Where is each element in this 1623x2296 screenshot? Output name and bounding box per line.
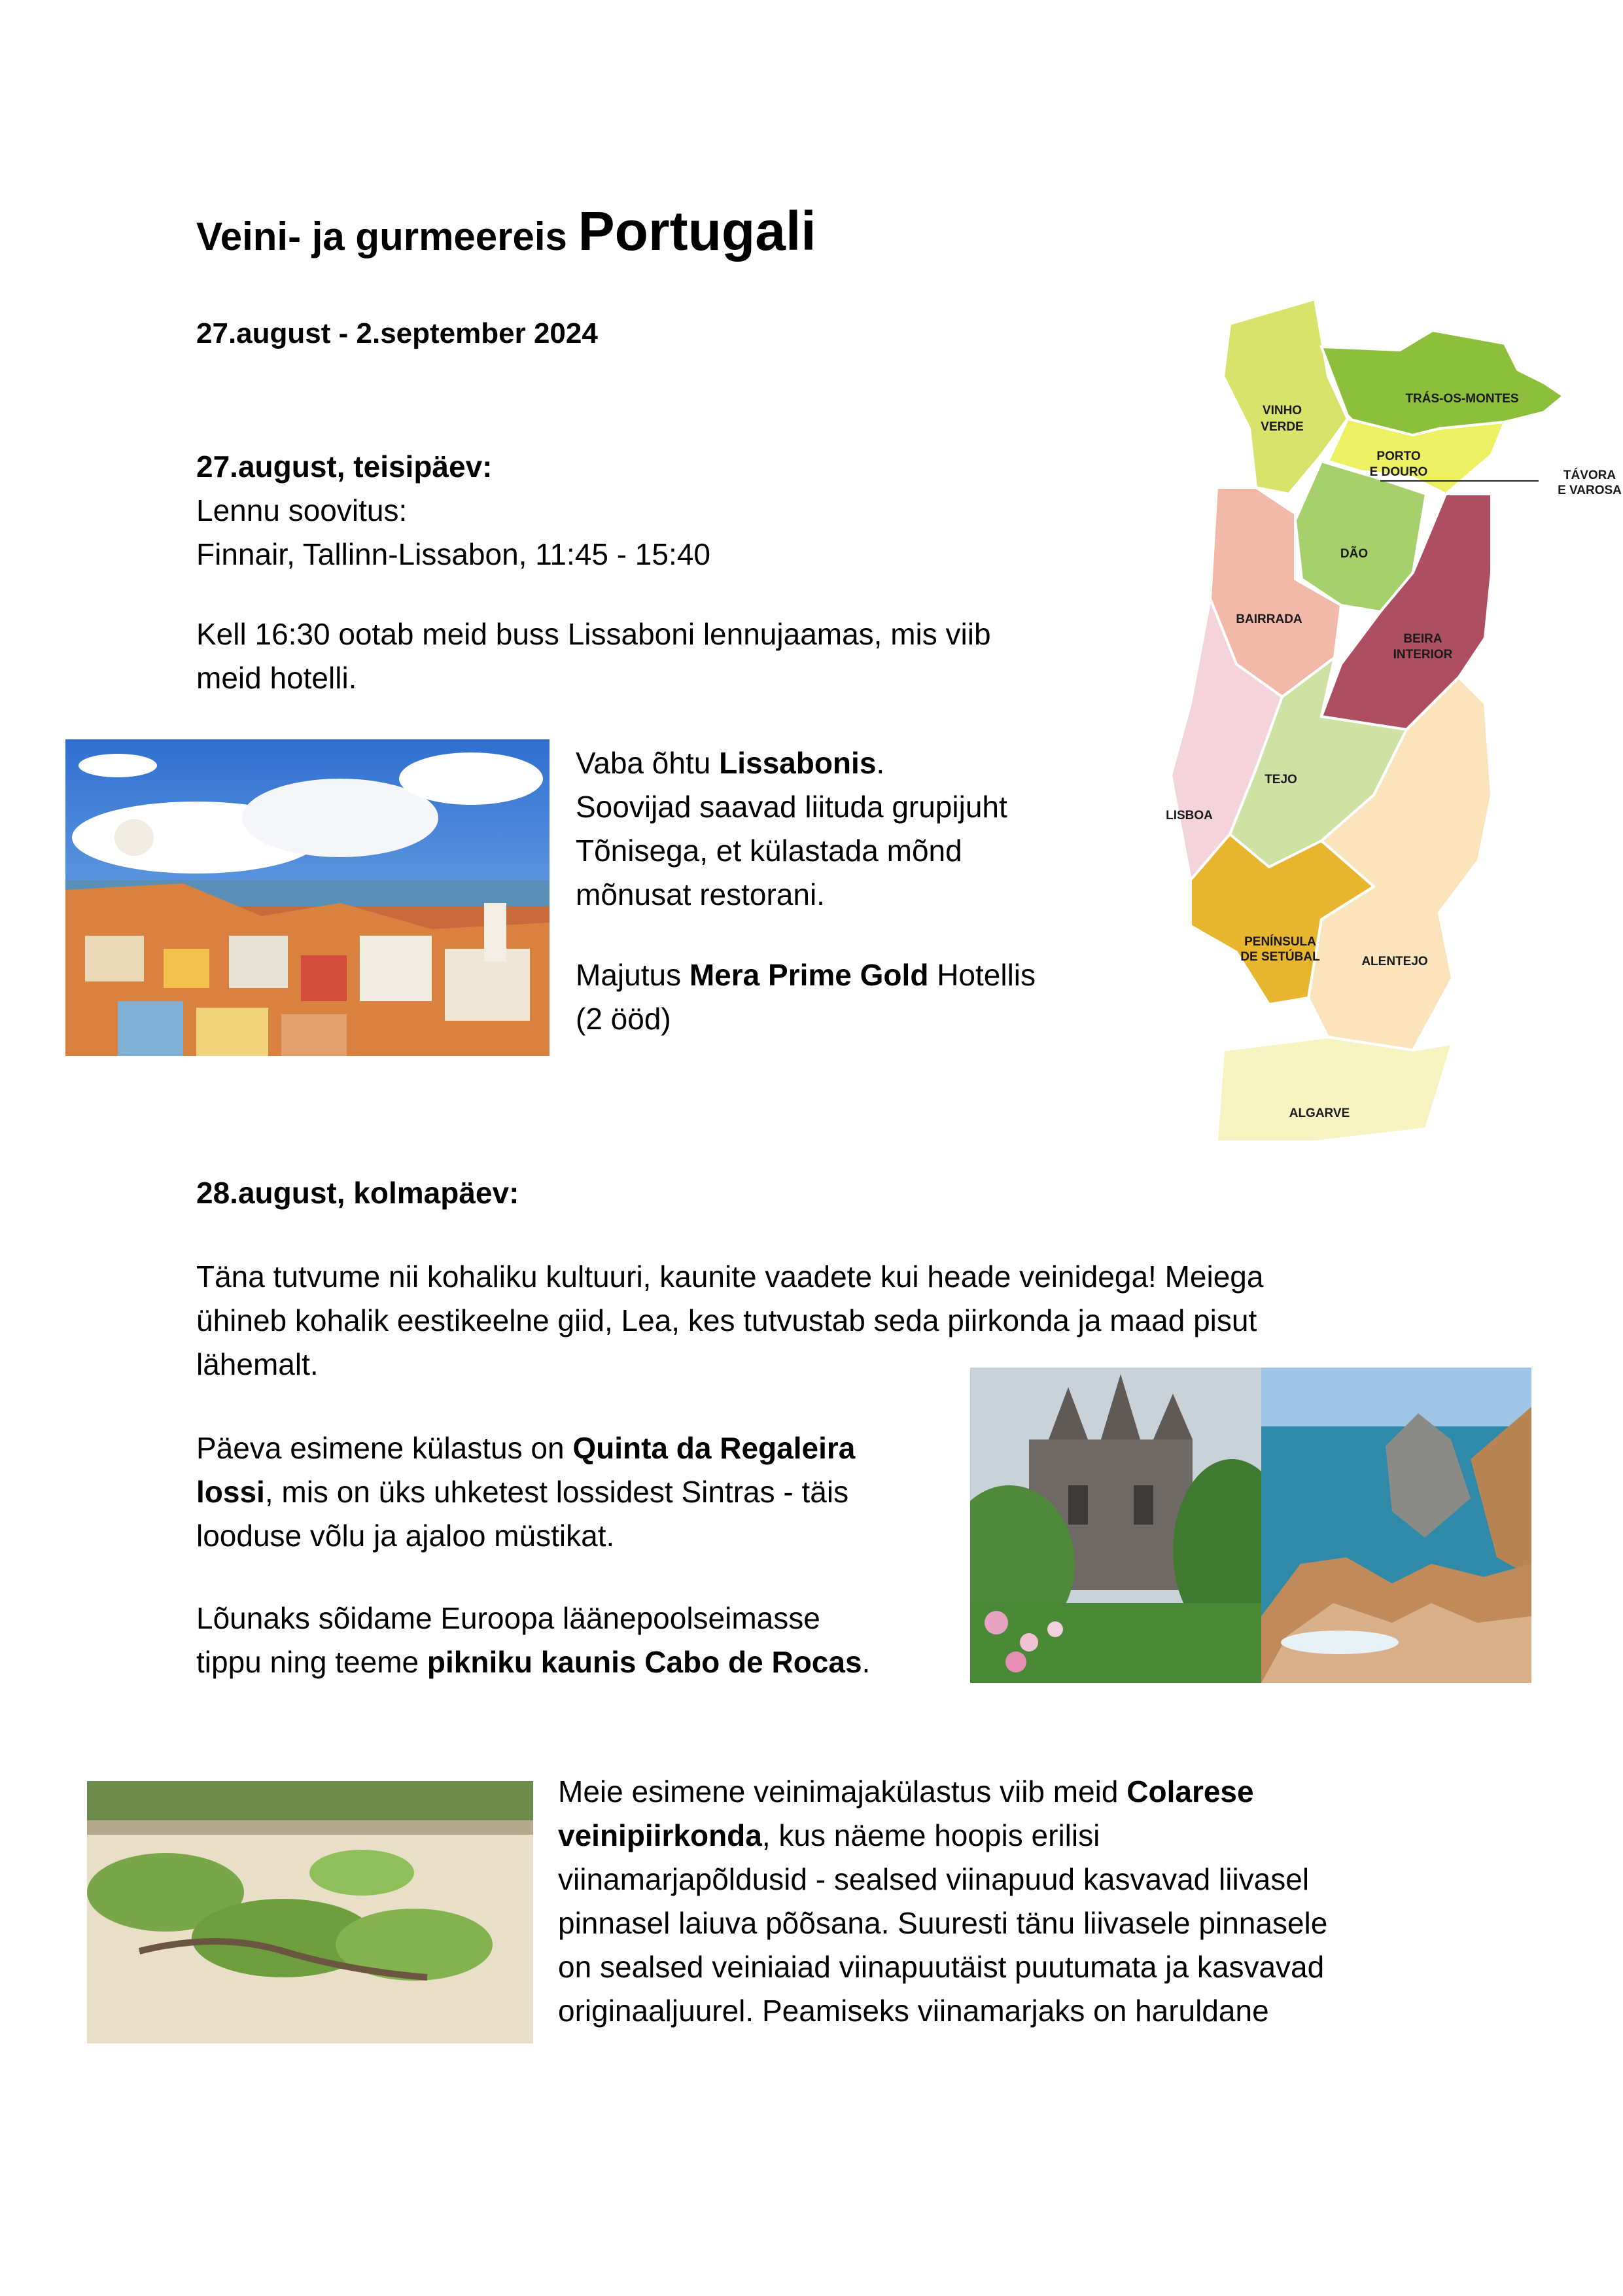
day1-heading: 27.august, teisipäev: bbox=[196, 450, 493, 484]
bus-paragraph: Kell 16:30 ootab meid buss Lissaboni lennujaamas, mis viib meid hotelli. bbox=[196, 617, 991, 695]
evening-paragraph: Vaba õhtu Lissabonis. Soovijad saavad liituda grupijuht Tõnisega, et külastada mõnd mõnusat restorani. bbox=[576, 746, 1007, 911]
lunch-paragraph: Lõunaks sõidame Euroopa läänepoolseimasse tippu ning teeme pikniku kaunis Cabo de Rocas. bbox=[196, 1601, 871, 1679]
svg-text:E DOURO: E DOURO bbox=[1369, 465, 1428, 479]
accommodation-paragraph: Majutus Mera Prime Gold Hotellis (2 ööd) bbox=[576, 958, 1036, 1036]
region-tras-os-montes bbox=[1321, 330, 1563, 435]
label-tejo: TEJO bbox=[1265, 773, 1297, 786]
svg-text:E VAROSA: E VAROSA bbox=[1558, 484, 1622, 497]
svg-text:DE SETÚBAL: DE SETÚBAL bbox=[1240, 950, 1320, 964]
svg-text:VERDE: VERDE bbox=[1261, 420, 1304, 434]
cabo-da-roca-photo bbox=[1261, 1368, 1531, 1683]
day2-intro: Täna tutvume nii kohaliku kultuuri, kaunite vaadete kui heade veinidega! Meiega ühineb kohalik eestikeelne giid, Lea, kes tutvustab seda piirkonda ja maad pisut lähemalt. bbox=[196, 1260, 1264, 1381]
regaleira-palace-photo bbox=[970, 1368, 1261, 1683]
label-dao: DÃO bbox=[1340, 547, 1369, 561]
label-lisboa: LISBOA bbox=[1166, 809, 1213, 822]
label-alentejo: ALENTEJO bbox=[1361, 955, 1428, 968]
day1-block bbox=[196, 445, 710, 576]
portugal-wine-map bbox=[1151, 298, 1622, 1161]
flight-info: Finnair, Tallinn-Lissabon, 11:45 - 15:40 bbox=[196, 537, 710, 571]
label-vinho-verde: VINHO bbox=[1262, 404, 1302, 417]
regaleira-paragraph: Päeva esimene külastus on Quinta da Regaleira lossi, mis on üks uhketest lossidest Sintras - täis looduse võlu ja ajaloo müstikat. bbox=[196, 1431, 856, 1553]
colares-vineyard-photo bbox=[87, 1781, 533, 2043]
region-algarve bbox=[1217, 1037, 1452, 1142]
label-beira-interior: BEIRA bbox=[1403, 632, 1442, 646]
label-algarve: ALGARVE bbox=[1289, 1106, 1350, 1120]
label-tavora-varosa: TÁVORA bbox=[1563, 468, 1616, 482]
svg-text:INTERIOR: INTERIOR bbox=[1393, 648, 1453, 662]
label-porto-douro: PORTO bbox=[1376, 450, 1421, 463]
label-tras-os-montes: TRÁS-OS-MONTES bbox=[1405, 392, 1519, 406]
lisbon-photo bbox=[65, 739, 550, 1056]
label-bairrada: BAIRRADA bbox=[1236, 612, 1302, 626]
colares-paragraph: Meie esimene veinimajakülastus viib meid Colarese veinipiirkonda, kus näeme hoopis erilisi viinamarjapõldusid - sealsed viinapuud kasvavad liivasel pinnasel laiuva põõsana. Suuresti tänu liivasele pinnasele on sealsed veiniaiad viinapuutäist puutumata ja kasvavad originaaljuurel. Peamiseks viinamarjaks on haruldane bbox=[558, 1775, 1328, 2028]
title-highlight: Portugali bbox=[578, 200, 816, 262]
trip-dates: 27.august - 2.september 2024 bbox=[196, 317, 598, 349]
page-title: Veini- ja gurmeereis Portugali bbox=[196, 200, 816, 262]
day2-heading: 28.august, kolmapäev: bbox=[196, 1176, 519, 1210]
flight-label: Lennu soovitus: bbox=[196, 493, 408, 527]
label-setubal: PENÍNSULA bbox=[1244, 935, 1316, 949]
